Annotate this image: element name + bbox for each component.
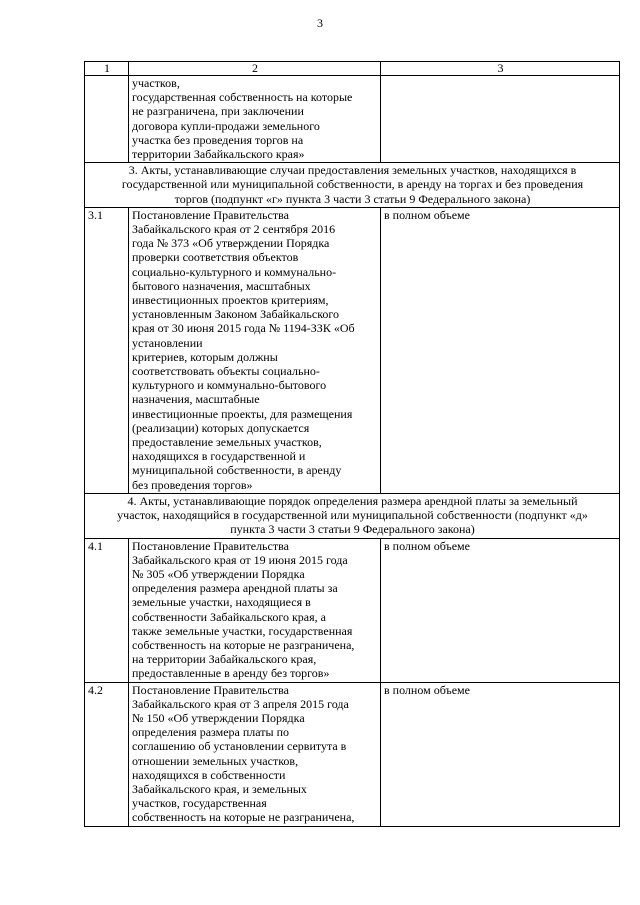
act-text-cell	[129, 538, 381, 682]
table-row-4-1	[85, 538, 620, 682]
row-number: 3.1	[85, 207, 129, 493]
text-line: (реализации) которых допускается	[132, 420, 310, 435]
row-number: 4.2	[85, 682, 129, 826]
text-line: предоставление земельных участков,	[132, 435, 322, 450]
text-line: собственности Забайкальского края, а	[132, 609, 326, 624]
text-line: государственной или муниципальной собственности, в аренду на торгах и без проведения	[121, 177, 584, 192]
legal-acts-table	[84, 61, 620, 827]
text-line: собственность на которые не разграничена,	[132, 810, 355, 825]
text-line: находящихся в государственной и	[132, 449, 306, 464]
text-line: пункта 3 части 3 статьи 9 Федерального закона)	[230, 522, 475, 537]
text-line: также земельные участки, государственная	[132, 623, 353, 638]
text-line: Забайкальского края от 19 июня 2015 года	[132, 552, 348, 567]
text-line: проверки соответствия объектов	[132, 250, 299, 265]
act-text-cell	[129, 207, 381, 493]
text-line: Постановление Правительства	[132, 538, 289, 553]
text-line: инвестиционных проектов критериям,	[132, 293, 329, 308]
header-col-1: 1	[85, 62, 129, 76]
scope-cell	[381, 76, 620, 163]
text-line: Постановление Правительства	[132, 682, 289, 697]
text-line: определения размера арендной платы за	[132, 581, 338, 596]
text-line: установленным Законом Забайкальского	[132, 307, 340, 322]
text-line: договора купли-продажи земельного	[132, 118, 320, 133]
text-line: Забайкальского края от 3 апреля 2015 года	[132, 696, 349, 711]
text-line: участков, государственная	[132, 796, 267, 811]
text-line: 3. Акты, устанавливающие случаи предоставления земельных участков, находящихся в	[128, 163, 577, 178]
text-line: Постановление Правительства	[132, 207, 289, 222]
section-heading-row-3	[85, 163, 620, 208]
header-col-3: 3	[381, 62, 620, 76]
text-line: отношении земельных участков,	[132, 753, 299, 768]
text-line: Забайкальского края, и земельных	[132, 781, 307, 796]
act-text-cell	[129, 76, 381, 163]
header-col-2: 2	[129, 62, 381, 76]
row-number: 4.1	[85, 538, 129, 682]
text-line: № 305 «Об утверждении Порядка	[132, 566, 305, 581]
text-line: назначения, масштабные	[132, 392, 260, 407]
text-line: участков,	[132, 76, 180, 90]
section-heading-row-4	[85, 493, 620, 538]
text-line: предоставленные в аренду без торгов»	[132, 666, 330, 681]
text-line: соглашению об установлении сервитута в	[132, 739, 347, 754]
text-line: критериев, которым должны	[132, 349, 278, 364]
table-row-3-1	[85, 207, 620, 493]
page-number: 3	[317, 16, 323, 30]
row-number-cell	[85, 76, 129, 163]
scope-cell: в полном объеме	[381, 538, 620, 682]
text-line: на территории Забайкальского края,	[132, 652, 317, 667]
text-line: не разграничена, при заключении	[132, 104, 304, 119]
scope-cell: в полном объеме	[381, 682, 620, 826]
text-line: муниципальной собственности, в аренду	[132, 463, 342, 478]
text-line: собственность на которые не разграничена,	[132, 637, 355, 652]
text-line: земельные участки, находящиеся в	[132, 595, 311, 610]
text-line: бытового назначения, масштабных	[132, 278, 311, 293]
table-row-continuation	[85, 76, 620, 163]
text-line: участка без проведения торгов на	[132, 132, 304, 147]
section-heading-3	[85, 163, 620, 208]
text-line: года № 373 «Об утверждении Порядка	[132, 236, 330, 251]
text-line: без проведения торгов»	[132, 477, 253, 492]
text-line: № 150 «Об утверждении Порядка	[132, 710, 305, 725]
text-line: социально-культурного и коммунально-	[132, 264, 337, 279]
text-line: Забайкальского края от 2 сентября 2016	[132, 222, 336, 237]
section-heading-4	[85, 493, 620, 538]
text-line: соответствовать объекты социально-	[132, 364, 320, 379]
text-line: государственная собственность на которые	[132, 90, 353, 105]
text-line: 4. Акты, устанавливающие порядок определения размера арендной платы за земельный	[127, 493, 578, 508]
table-row-4-2	[85, 682, 620, 826]
act-text-cell	[129, 682, 381, 826]
table-header-row	[85, 62, 620, 76]
text-line: края от 30 июня 2015 года № 1194-ЗЗК «Об	[132, 321, 355, 336]
text-line: инвестиционные проекты, для размещения	[132, 406, 353, 421]
text-line: определения размера платы по	[132, 725, 289, 740]
text-line: торгов (подпункт «г» пункта 3 части 3 статьи 9 Федерального закона)	[174, 191, 531, 206]
text-line: находящихся в собственности	[132, 767, 286, 782]
text-line: культурного и коммунально-бытового	[132, 378, 327, 393]
text-line: территории Забайкальского края»	[132, 147, 305, 162]
text-line: установлении	[132, 335, 203, 350]
scope-cell: в полном объеме	[381, 207, 620, 493]
text-line: участок, находящийся в государственной или муниципальной собственности (подпункт «д»	[117, 508, 588, 523]
